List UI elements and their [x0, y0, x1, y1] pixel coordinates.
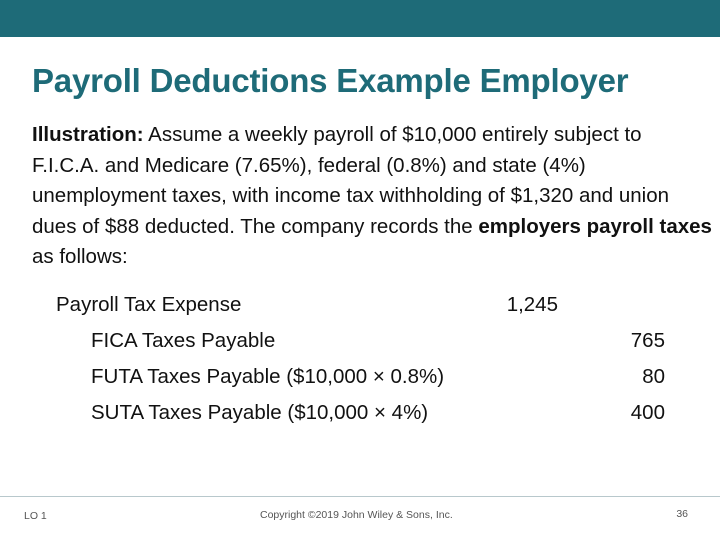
credit-account-3: SUTA Taxes Payable ($10,000 × 4%) — [91, 401, 429, 424]
credit-account-2: FUTA Taxes Payable ($10,000 × 0.8%) — [91, 365, 445, 388]
intro-text-2: as follows: — [32, 245, 128, 268]
learning-objective-label: LO 1 — [24, 510, 47, 522]
footer-divider — [0, 496, 720, 497]
debit-amount: 1,245 — [506, 293, 558, 316]
credit-account-1: FICA Taxes Payable — [91, 329, 276, 352]
credit-amount-2: 80 — [642, 365, 665, 388]
page-number: 36 — [676, 508, 688, 520]
credit-amount-3: 400 — [630, 401, 665, 424]
intro-bold-phrase: employers payroll taxes — [478, 214, 712, 238]
slide-title: Payroll Deductions Example Employer — [32, 62, 629, 99]
credit-amount-1: 765 — [630, 329, 665, 352]
intro-paragraph — [32, 120, 712, 273]
top-band — [0, 0, 720, 37]
intro-lead: Illustration: — [32, 123, 144, 146]
copyright-notice: Copyright ©2019 John Wiley & Sons, Inc. — [260, 509, 453, 521]
intro-text-1: Assume a weekly payroll of $10,000 entirely subject to F.I.C.A. and Medicare (7.65%), federal (0.8%) and state (4%) unemployment taxes, with income tax withholding of $1,320 and union dues of $88 deducted. The company records the — [32, 123, 670, 238]
debit-account: Payroll Tax Expense — [56, 293, 242, 316]
